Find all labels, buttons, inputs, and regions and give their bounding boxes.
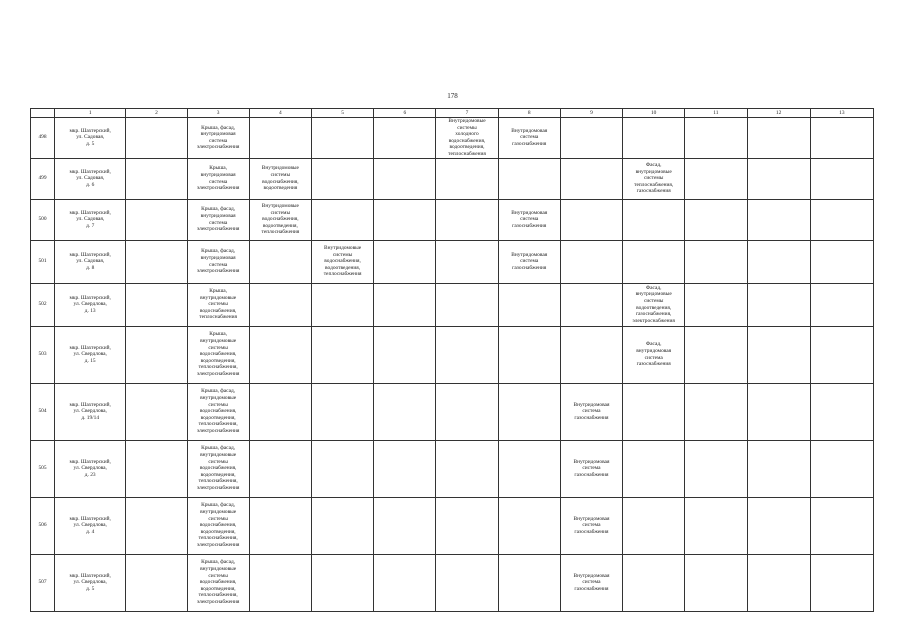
row-number: 503 [31, 326, 55, 383]
row-number: 504 [31, 383, 55, 440]
table-cell [249, 554, 311, 611]
table-cell [810, 554, 873, 611]
address-cell: мкр. Шахтерский, ул. Свердлова, д. 13 [55, 283, 126, 326]
table-cell [498, 440, 560, 497]
table-cell [623, 199, 685, 240]
table-cell [436, 497, 498, 554]
address-cell: мкр. Шахтерский, ул. Садовая, д. 5 [55, 118, 126, 159]
table-cell [374, 158, 436, 199]
row-number: 507 [31, 554, 55, 611]
table-cell: Внутридомовая система газоснабжения [498, 240, 560, 283]
table-cell: Фасад, внутридомовая система газоснабжения [623, 326, 685, 383]
table-cell [374, 118, 436, 159]
table-row [31, 283, 874, 326]
table-cell: Крыша, внутридомовые системы водоснабжения, водоотведения, теплоснабжения, электроснабжения [187, 326, 249, 383]
table-cell [685, 158, 747, 199]
table-cell [810, 497, 873, 554]
address-cell: мкр. Шахтерский, ул. Садовая, д. 7 [55, 199, 126, 240]
row-number: 502 [31, 283, 55, 326]
table-cell [311, 158, 373, 199]
table-cell [498, 383, 560, 440]
table-cell [436, 199, 498, 240]
table-cell [498, 554, 560, 611]
table-row [31, 199, 874, 240]
table-cell [374, 497, 436, 554]
table-cell [436, 554, 498, 611]
table-cell [560, 158, 622, 199]
header-row [31, 109, 874, 118]
table-cell [311, 199, 373, 240]
table-cell [311, 554, 373, 611]
table-cell [685, 497, 747, 554]
row-number: 501 [31, 240, 55, 283]
table-cell [374, 199, 436, 240]
table-cell [126, 240, 187, 283]
table-cell [498, 283, 560, 326]
table-cell [311, 440, 373, 497]
header-cell: 8 [498, 109, 560, 118]
table-cell: Крыша, фасад, внутридомовая система электроснабжения [187, 240, 249, 283]
table-cell [249, 283, 311, 326]
table-cell [374, 383, 436, 440]
table-cell [498, 158, 560, 199]
table-cell [747, 554, 810, 611]
table-cell: Внутридомовые системы водоснабжения, водоотведения [249, 158, 311, 199]
table-cell [560, 240, 622, 283]
table-cell [436, 158, 498, 199]
table-row [31, 158, 874, 199]
table-cell [311, 383, 373, 440]
table-cell [685, 440, 747, 497]
table-cell [685, 240, 747, 283]
table-cell [810, 158, 873, 199]
table-cell [126, 199, 187, 240]
table-cell [249, 326, 311, 383]
table-cell [810, 383, 873, 440]
table-cell [623, 554, 685, 611]
table-cell [374, 554, 436, 611]
table-cell [560, 283, 622, 326]
table-cell [126, 283, 187, 326]
address-cell: мкр. Шахтерский, ул. Свердлова, д. 19/14 [55, 383, 126, 440]
header-cell: 11 [685, 109, 747, 118]
table-cell: Внутридомовая система газоснабжения [560, 440, 622, 497]
row-number: 505 [31, 440, 55, 497]
header-cell: 6 [374, 109, 436, 118]
table-cell [623, 497, 685, 554]
table-cell [126, 497, 187, 554]
table-cell [560, 199, 622, 240]
row-number: 499 [31, 158, 55, 199]
table-cell [810, 326, 873, 383]
table-cell [126, 554, 187, 611]
table-cell [747, 158, 810, 199]
table-cell [747, 118, 810, 159]
table-cell [747, 497, 810, 554]
table-cell [560, 326, 622, 383]
table-cell [436, 240, 498, 283]
table-cell [436, 283, 498, 326]
repair-schedule-table [30, 108, 874, 612]
table-cell [436, 440, 498, 497]
table-cell [374, 240, 436, 283]
header-cell: 10 [623, 109, 685, 118]
table-cell [685, 326, 747, 383]
table-cell [249, 118, 311, 159]
table-cell [498, 326, 560, 383]
table-cell [685, 199, 747, 240]
header-cell: 13 [810, 109, 873, 118]
table-row [31, 240, 874, 283]
table-cell: Крыша, фасад, внутридомовая система электроснабжения [187, 118, 249, 159]
header-cell: 5 [311, 109, 373, 118]
header-cell: 2 [126, 109, 187, 118]
table-cell [810, 199, 873, 240]
table-cell [126, 440, 187, 497]
table-cell: Крыша, фасад, внутридомовые системы водоснабжения, водоотведения, теплоснабжения, электроснабжения [187, 554, 249, 611]
table-cell [436, 383, 498, 440]
header-cell-blank [31, 109, 55, 118]
address-cell: мкр. Шахтерский, ул. Свердлова, д. 15 [55, 326, 126, 383]
table-cell: Крыша, внутридомовая система электроснабжения [187, 158, 249, 199]
table-cell [374, 283, 436, 326]
page-number: 178 [447, 92, 458, 100]
table-cell [810, 240, 873, 283]
table-cell [747, 240, 810, 283]
table-cell [498, 497, 560, 554]
header-cell: 1 [55, 109, 126, 118]
table-cell [685, 283, 747, 326]
table-cell [249, 497, 311, 554]
address-cell: мкр. Шахтерский, ул. Свердлова, д. 23 [55, 440, 126, 497]
table-cell [810, 440, 873, 497]
table-row [31, 497, 874, 554]
table-cell [126, 118, 187, 159]
table-row [31, 554, 874, 611]
table-cell: Внутридомовые системы водоснабжения, водоотведения, теплоснабжения [249, 199, 311, 240]
table-row [31, 118, 874, 159]
table-cell [126, 158, 187, 199]
table-cell [685, 118, 747, 159]
table-cell: Внутридомовая система газоснабжения [560, 554, 622, 611]
table-cell: Фасад, внутридомовые системы водоотведения, газоснабжения, электроснабжения [623, 283, 685, 326]
table-cell [747, 326, 810, 383]
table-cell [126, 326, 187, 383]
header-cell: 9 [560, 109, 622, 118]
header-cell: 12 [747, 109, 810, 118]
address-cell: мкр. Шахтерский, ул. Свердлова, д. 5 [55, 554, 126, 611]
row-number: 500 [31, 199, 55, 240]
table-cell [685, 383, 747, 440]
table-row [31, 440, 874, 497]
table-cell [810, 118, 873, 159]
table-row [31, 326, 874, 383]
row-number: 506 [31, 497, 55, 554]
table-cell [810, 283, 873, 326]
table-cell: Крыша, внутридомовые системы водоснабжения, теплоснабжения [187, 283, 249, 326]
table-cell [311, 326, 373, 383]
table-cell: Внутридомовая система газоснабжения [560, 497, 622, 554]
table-cell: Крыша, фасад, внутридомовые системы водоснабжения, водоотведения, теплоснабжения, электроснабжения [187, 383, 249, 440]
table-cell [623, 440, 685, 497]
header-cell: 7 [436, 109, 498, 118]
table-cell [623, 118, 685, 159]
table-cell [685, 554, 747, 611]
table-cell [249, 440, 311, 497]
table-cell: Фасад, внутридомовые системы теплоснабжения, газоснабжения [623, 158, 685, 199]
table-cell [747, 283, 810, 326]
table-cell [374, 326, 436, 383]
table-cell [249, 383, 311, 440]
table-cell [623, 240, 685, 283]
table-cell [374, 440, 436, 497]
table-cell: Внутридомовые системы холодного водоснабжения, водоотведения, теплоснабжения [436, 118, 498, 159]
table-cell [623, 383, 685, 440]
table-cell [249, 240, 311, 283]
header-cell: 3 [187, 109, 249, 118]
row-number: 498 [31, 118, 55, 159]
table-cell [126, 383, 187, 440]
table-cell [311, 497, 373, 554]
address-cell: мкр. Шахтерский, ул. Садовая, д. 6 [55, 158, 126, 199]
header-cell: 4 [249, 109, 311, 118]
table-cell: Крыша, фасад, внутридомовые системы водоснабжения, водоотведения, теплоснабжения, электроснабжения [187, 440, 249, 497]
table-cell [560, 118, 622, 159]
address-cell: мкр. Шахтерский, ул. Садовая, д. 8 [55, 240, 126, 283]
table-cell: Внутридомовые системы водоснабжения, водоотведения, теплоснабжения [311, 240, 373, 283]
table-cell: Внутридомовая система газоснабжения [498, 118, 560, 159]
table-row [31, 383, 874, 440]
table-cell: Внутридомовая система газоснабжения [560, 383, 622, 440]
table-cell: Внутридомовая система газоснабжения [498, 199, 560, 240]
table-cell [311, 283, 373, 326]
table-cell [747, 199, 810, 240]
table-cell [747, 383, 810, 440]
address-cell: мкр. Шахтерский, ул. Свердлова, д. 4 [55, 497, 126, 554]
table-cell: Крыша, фасад, внутридомовая система электроснабжения [187, 199, 249, 240]
table-cell: Крыша, фасад, внутридомовые системы водоснабжения, водоотведения, теплоснабжения, электроснабжения [187, 497, 249, 554]
table-cell [311, 118, 373, 159]
table-cell [436, 326, 498, 383]
table-cell [747, 440, 810, 497]
